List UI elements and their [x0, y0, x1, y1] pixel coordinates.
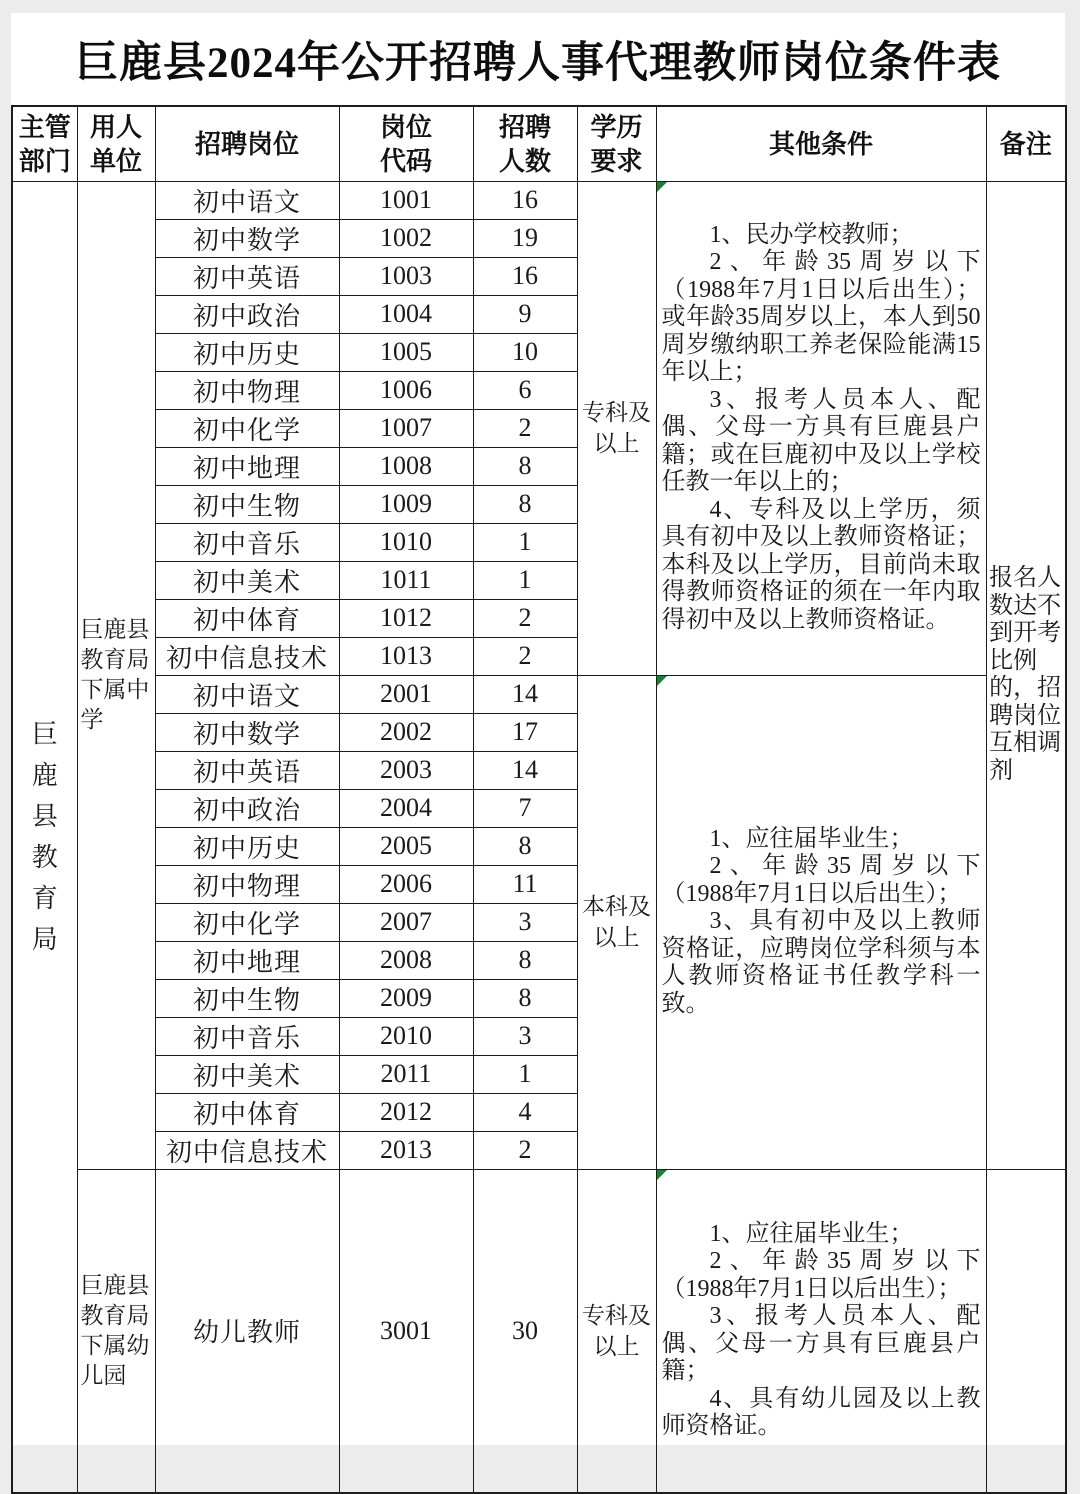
position-name: 初中物理	[155, 865, 339, 903]
position-count: 30	[473, 1169, 577, 1493]
condition-item: 3、报考人员本人、配偶、父母一方具有巨鹿县户籍；	[661, 1303, 981, 1385]
education-label: 专科及以上	[581, 400, 651, 456]
position-code: 2012	[339, 1093, 473, 1131]
position-code: 1009	[339, 485, 473, 523]
conditions-cell-group2	[656, 675, 986, 1169]
position-count: 3	[473, 903, 577, 941]
position-code: 1001	[339, 181, 473, 219]
position-name: 初中音乐	[155, 1017, 339, 1055]
col-header-education	[577, 106, 656, 181]
position-name: 初中生物	[155, 979, 339, 1017]
position-name: 初中政治	[155, 295, 339, 333]
position-name: 初中地理	[155, 941, 339, 979]
excel-corner-marker-icon	[657, 676, 667, 686]
position-count: 8	[473, 485, 577, 523]
condition-item: 1、民办学校教师；	[709, 221, 914, 248]
education-label: 本科及以上	[581, 894, 651, 950]
col-header-count	[473, 106, 577, 181]
table-row	[12, 1169, 1066, 1493]
position-count: 14	[473, 751, 577, 789]
position-name: 初中英语	[155, 751, 339, 789]
position-count: 16	[473, 181, 577, 219]
position-name: 初中历史	[155, 333, 339, 371]
position-code: 3001	[339, 1169, 473, 1493]
education-label: 专科及以上	[581, 1302, 651, 1359]
conditions-text	[662, 826, 981, 1019]
position-name: 初中美术	[155, 1055, 339, 1093]
condition-item: 1、应往届毕业生；	[709, 1220, 914, 1247]
position-code: 2005	[339, 827, 473, 865]
position-code: 2013	[339, 1131, 473, 1169]
position-name: 初中音乐	[155, 523, 339, 561]
col-header-supervisor	[12, 106, 77, 181]
conditions-cell-group1	[656, 181, 986, 675]
position-count: 2	[473, 1131, 577, 1169]
position-count: 3	[473, 1017, 577, 1055]
position-name: 初中地理	[155, 447, 339, 485]
condition-item: 3、具有初中及以上教师资格证，应聘岗位学科须与本人教师资格证书任教学科一致。	[661, 908, 981, 1017]
position-code: 2002	[339, 713, 473, 751]
position-code: 2004	[339, 789, 473, 827]
excel-corner-marker-icon	[657, 182, 667, 192]
conditions-text	[662, 1221, 981, 1441]
col-header-remark: 备注	[986, 106, 1066, 181]
supervisor-label: 巨鹿县教育局	[31, 719, 58, 954]
education-cell-group2	[577, 675, 656, 1169]
position-name: 初中化学	[155, 903, 339, 941]
position-count: 2	[473, 637, 577, 675]
position-code: 1010	[339, 523, 473, 561]
remark-empty-cell	[986, 1169, 1066, 1493]
position-count: 1	[473, 1055, 577, 1093]
col-header-conditions: 其他条件	[656, 106, 986, 181]
position-name: 初中生物	[155, 485, 339, 523]
employer-cell-kindergarten	[77, 1169, 155, 1493]
position-count: 6	[473, 371, 577, 409]
position-code: 1005	[339, 333, 473, 371]
remark-label: 报名人数达不到开考比例的，招聘岗位互相调剂	[989, 565, 1062, 784]
col-header-code-label: 岗位代码	[379, 111, 432, 176]
condition-item: 4、具有幼儿园及以上教师资格证。	[661, 1385, 981, 1440]
position-name: 初中信息技术	[155, 637, 339, 675]
document-paper	[11, 13, 1065, 1445]
remark-cell	[986, 181, 1066, 1169]
page-title: 巨鹿县2024年公开招聘人事代理教师岗位条件表	[75, 39, 1001, 87]
col-header-code	[339, 106, 473, 181]
col-header-employer	[77, 106, 155, 181]
table-row	[12, 181, 1066, 219]
recruitment-table	[11, 105, 1067, 1494]
position-name: 初中语文	[155, 181, 339, 219]
position-code: 1011	[339, 561, 473, 599]
condition-item: 4、专科及以上学历，须具有初中及以上教师资格证；本科及以上学历，目前尚未取得教师资格证的须在一年内取得初中及以上教师资格证。	[661, 496, 981, 633]
position-name: 初中体育	[155, 599, 339, 637]
position-code: 1013	[339, 637, 473, 675]
position-count: 10	[473, 333, 577, 371]
education-cell-group1	[577, 181, 656, 675]
position-name: 初中数学	[155, 219, 339, 257]
position-count: 7	[473, 789, 577, 827]
condition-item: 2、年龄35周岁以下（1988年7月1日以后出生）；	[661, 1248, 981, 1302]
position-count: 11	[473, 865, 577, 903]
col-header-education-label: 学历要求	[590, 111, 643, 176]
employer-label: 巨鹿县教育局下属中学	[80, 617, 150, 732]
position-code: 2007	[339, 903, 473, 941]
position-count: 2	[473, 409, 577, 447]
position-count: 19	[473, 219, 577, 257]
position-code: 1006	[339, 371, 473, 409]
position-code: 1008	[339, 447, 473, 485]
position-count: 8	[473, 979, 577, 1017]
condition-item: 2、年龄35周岁以下（1988年7月1日以后出生）；	[661, 853, 981, 907]
position-name: 初中语文	[155, 675, 339, 713]
col-header-position: 招聘岗位	[155, 106, 339, 181]
position-code: 2001	[339, 675, 473, 713]
condition-item: 3、报考人员本人、配偶、父母一方具有巨鹿县户籍；或在巨鹿初中及以上学校任教一年以上的；	[661, 386, 981, 496]
position-code: 1012	[339, 599, 473, 637]
position-count: 14	[473, 675, 577, 713]
position-count: 8	[473, 447, 577, 485]
position-name: 初中政治	[155, 789, 339, 827]
col-header-supervisor-label: 主管部门	[18, 111, 71, 176]
position-code: 2009	[339, 979, 473, 1017]
position-name: 初中历史	[155, 827, 339, 865]
condition-item: 1、应往届毕业生；	[709, 825, 914, 852]
supervisor-cell	[12, 181, 77, 1493]
position-name: 幼儿教师	[155, 1169, 339, 1493]
conditions-cell-group3	[656, 1169, 986, 1493]
table-header-row	[12, 106, 1066, 181]
position-name: 初中物理	[155, 371, 339, 409]
position-code: 2003	[339, 751, 473, 789]
position-count: 16	[473, 257, 577, 295]
col-header-employer-label: 用人单位	[89, 111, 142, 176]
position-count: 8	[473, 827, 577, 865]
position-name: 初中化学	[155, 409, 339, 447]
position-code: 1004	[339, 295, 473, 333]
position-code: 1007	[339, 409, 473, 447]
position-name: 初中体育	[155, 1093, 339, 1131]
position-code: 2008	[339, 941, 473, 979]
position-count: 2	[473, 599, 577, 637]
position-count: 1	[473, 561, 577, 599]
employer-cell-middle-school	[77, 181, 155, 1169]
position-code: 1002	[339, 219, 473, 257]
position-code: 2010	[339, 1017, 473, 1055]
position-code: 1003	[339, 257, 473, 295]
position-count: 4	[473, 1093, 577, 1131]
position-name: 初中数学	[155, 713, 339, 751]
position-count: 8	[473, 941, 577, 979]
condition-item: 2、年龄35周岁以下（1988年7月1日以后出生）；或年龄35周岁以上，本人到50周岁缴纳职工养老保险能满15年以上；	[661, 249, 981, 386]
position-count: 9	[473, 295, 577, 333]
position-code: 2006	[339, 865, 473, 903]
position-count: 17	[473, 713, 577, 751]
excel-corner-marker-icon	[657, 1170, 667, 1180]
col-header-count-label: 招聘人数	[498, 111, 551, 176]
position-name: 初中英语	[155, 257, 339, 295]
position-code: 2011	[339, 1055, 473, 1093]
position-name: 初中美术	[155, 561, 339, 599]
employer-label: 巨鹿县教育局下属幼儿园	[80, 1272, 150, 1388]
position-count: 1	[473, 523, 577, 561]
table-row	[12, 675, 1066, 713]
education-cell-group3	[577, 1169, 656, 1493]
position-name: 初中信息技术	[155, 1131, 339, 1169]
conditions-text	[662, 222, 981, 635]
title-area	[11, 13, 1065, 105]
